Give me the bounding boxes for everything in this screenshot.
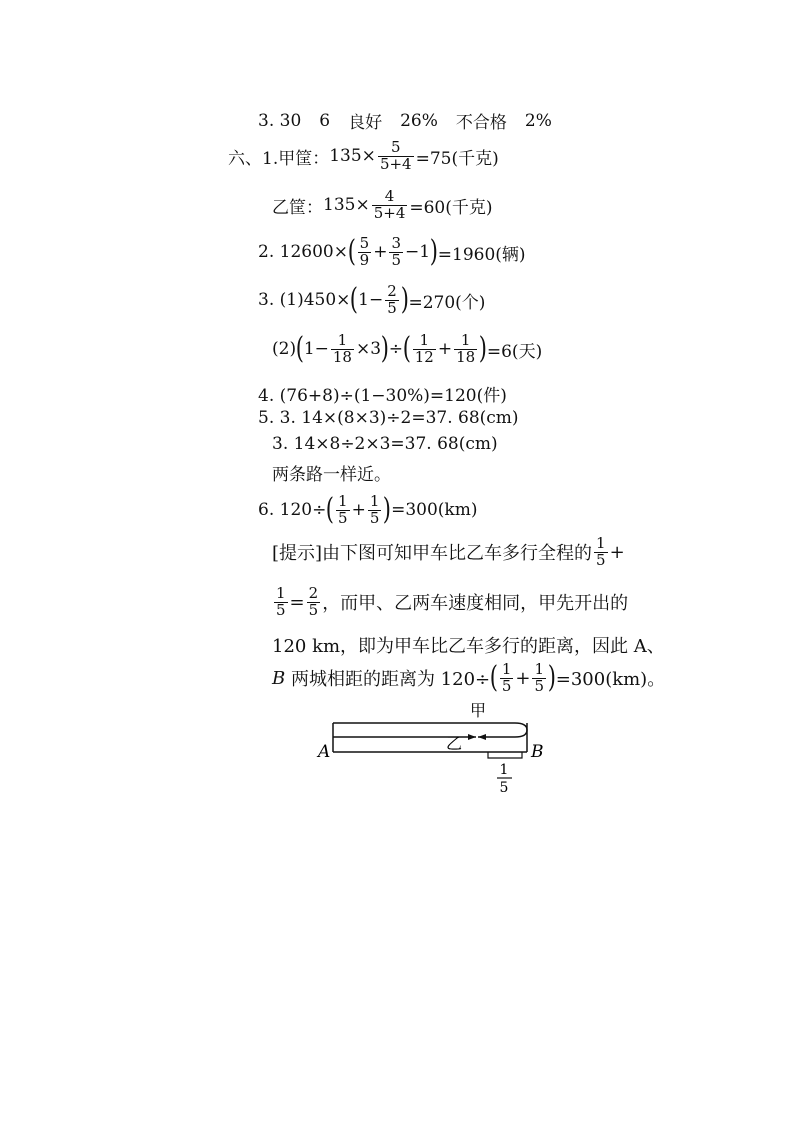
basket-b-label: 乙筐：	[272, 197, 323, 218]
fraction	[368, 494, 382, 527]
denominator: 5	[308, 600, 319, 619]
jia-arrow-icon	[478, 734, 486, 740]
b-label: B	[531, 742, 544, 762]
numerator: 3	[391, 234, 402, 252]
expr-text: 1−	[358, 290, 384, 311]
operator: +	[609, 541, 625, 563]
fraction	[413, 333, 436, 366]
q6-4	[258, 381, 507, 406]
pct-fail: 2%	[524, 110, 552, 131]
right-paren: )	[400, 282, 409, 318]
left-paren: (	[489, 660, 499, 696]
yi-arrow-icon	[468, 734, 476, 740]
fraction	[336, 494, 350, 527]
fraction	[331, 333, 354, 366]
pct-good: 26%	[400, 110, 438, 131]
hint-text: ，而甲、乙两车速度相同，甲先开出的	[322, 593, 629, 615]
section-label: 六、1.	[228, 148, 279, 169]
left-paren: (	[347, 234, 356, 270]
right-paren: )	[478, 331, 488, 367]
denominator: 18	[456, 347, 476, 366]
equation-text: 5. 3. 14×(8×3)÷2=37. 68(cm)	[258, 408, 519, 428]
right-paren: )	[547, 660, 556, 696]
numerator: 1	[337, 331, 348, 349]
fifth-denominator: 5	[499, 780, 509, 796]
grade-good: 良好	[348, 113, 383, 133]
fraction	[274, 586, 288, 619]
result: =300(km)。	[555, 669, 666, 691]
numerator: 1	[460, 331, 471, 349]
denominator: 5	[391, 250, 402, 269]
fraction	[500, 662, 514, 695]
hint-line-4	[272, 662, 665, 695]
left-paren: (	[350, 282, 359, 318]
left-paren: (	[402, 331, 411, 367]
hint-line-3	[272, 632, 665, 658]
result: =75(千克)	[415, 148, 499, 169]
numerator: 1	[369, 492, 380, 510]
numerator: 2	[308, 584, 319, 602]
q6-5-b	[272, 434, 498, 454]
sub-label: (2)	[272, 339, 297, 360]
operator: +	[515, 667, 531, 689]
q6-1-yi	[272, 189, 493, 222]
denominator: 5	[338, 508, 348, 527]
operator: +	[351, 500, 366, 521]
expr-text: 1−	[303, 339, 329, 360]
q6-3-2	[272, 333, 542, 366]
hint-line-2	[272, 586, 628, 619]
right-paren: )	[383, 492, 392, 528]
city-b-label: B	[272, 667, 286, 689]
fraction	[378, 140, 414, 173]
denominator: 5	[369, 508, 380, 527]
operator: +	[373, 242, 388, 263]
expr-text: 135×	[323, 195, 370, 216]
answer-row-3	[258, 108, 552, 133]
fraction	[454, 333, 477, 366]
q6-5-c	[272, 460, 391, 485]
numerator: 5	[359, 234, 370, 252]
hint-text: 由下图可知甲车比乙车多行全程的	[322, 543, 593, 565]
basket-a-label: 甲筐：	[278, 148, 330, 169]
left-paren: (	[326, 492, 335, 528]
expr-text: 3. (1)450×	[258, 290, 351, 311]
q6-6	[258, 494, 478, 527]
result: =300(km)	[391, 500, 478, 521]
item-number: 3. 30	[258, 110, 302, 131]
numerator: 1	[534, 660, 545, 678]
denominator: 12	[414, 347, 434, 366]
numerator: 2	[387, 282, 397, 300]
a-label: A	[318, 742, 331, 762]
fraction	[594, 536, 608, 569]
fifth-bracket	[488, 752, 522, 758]
expr-text: ×3	[355, 339, 382, 360]
hint-tag: [提示]	[272, 543, 323, 565]
expr-text: 135×	[329, 146, 376, 167]
hint-text: 两城相距的距离为 120÷	[285, 669, 491, 691]
equation-text: 4. (76+8)÷(1−30%)=120(件)	[258, 386, 507, 406]
fraction	[385, 284, 399, 317]
fraction	[372, 189, 408, 222]
numerator: 1	[419, 331, 430, 349]
yi-label: 乙	[446, 734, 463, 753]
numerator: 1	[596, 534, 606, 552]
numerator: 1	[276, 584, 286, 602]
denominator: 5+4	[373, 203, 406, 222]
expr-text: 2. 12600×	[258, 242, 348, 263]
fifth-numerator: 1	[499, 762, 509, 778]
numerator: 1	[338, 492, 348, 510]
right-paren: )	[429, 234, 439, 270]
q6-3-1	[258, 284, 485, 317]
right-paren: )	[380, 331, 389, 367]
numerator: 4	[384, 187, 395, 205]
q6-1-jia	[228, 140, 499, 173]
jia-path	[333, 723, 527, 737]
expr-text: 6. 120÷	[258, 500, 327, 521]
operator: +	[437, 339, 453, 360]
grade-fail: 不合格	[455, 113, 507, 133]
fraction	[358, 236, 372, 269]
denominator: 5	[276, 600, 286, 619]
left-paren: (	[295, 331, 305, 367]
fraction	[532, 662, 546, 695]
hint-text: 120 km，即为甲车比乙车多行的距离，因此 A、	[272, 636, 665, 657]
result: =6(天)	[486, 341, 543, 362]
q6-5-a	[258, 408, 519, 428]
jia-label: 甲	[470, 701, 487, 720]
numerator: 5	[390, 138, 401, 156]
fraction	[389, 236, 403, 269]
expr-text: −1	[405, 242, 431, 263]
denominator: 5+4	[379, 154, 412, 173]
conclusion-text: 两条路一样近。	[272, 465, 391, 485]
hint-line-1	[272, 536, 625, 569]
equation-text: 3. 14×8÷2×3=37. 68(cm)	[272, 434, 498, 454]
fraction	[307, 586, 321, 619]
denominator: 5	[387, 298, 397, 317]
result: =270(个)	[408, 292, 486, 313]
denominator: 5	[501, 676, 512, 695]
operator: =	[289, 591, 305, 613]
count-value: 6	[319, 110, 331, 131]
denominator: 5	[596, 550, 606, 569]
result: =60(千克)	[409, 197, 493, 218]
operator: ÷	[388, 339, 403, 360]
denominator: 18	[332, 347, 352, 366]
numerator: 1	[501, 660, 512, 678]
denominator: 9	[359, 250, 370, 269]
denominator: 5	[534, 676, 545, 695]
result: =1960(辆)	[437, 244, 526, 265]
q6-2	[258, 236, 526, 269]
